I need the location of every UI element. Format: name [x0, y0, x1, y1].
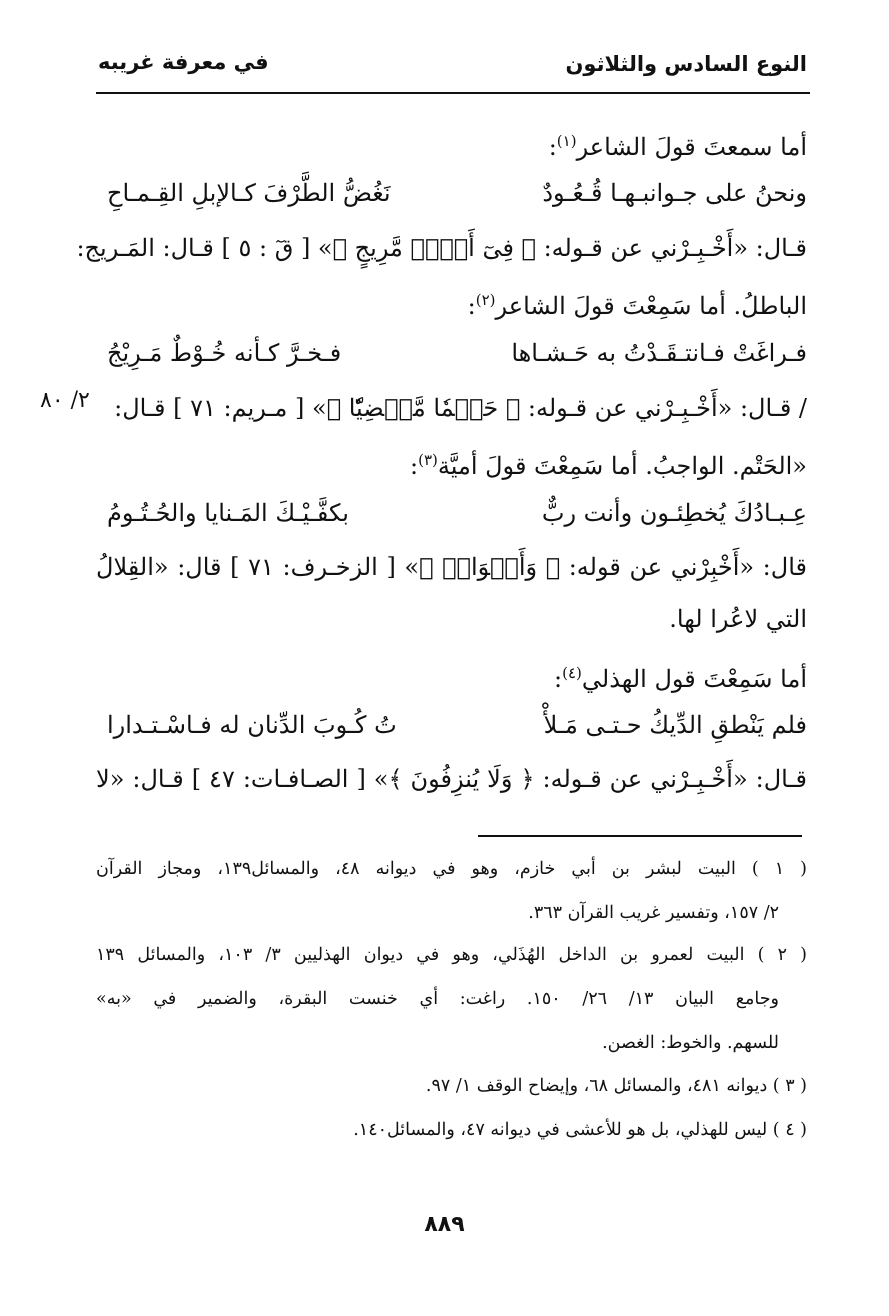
- line-punct: :: [554, 665, 563, 693]
- footnote-4: ( ٤ ) ليس للهذلي، بل هو للأعشى في ديوانه ٤٧، والمسائل١٤٠.: [353, 1120, 807, 1140]
- verse-hemistich-second: بكفَّـيْـكَ المَـنايا والحُـتُـومُ: [107, 499, 349, 527]
- verse-hemistich-second: تُ كُـوبَ الدِّنان له فـاسْـتـدارا: [107, 711, 397, 739]
- footnote-divider: [478, 835, 802, 837]
- page-number: ٨٨٩: [424, 1212, 465, 1237]
- verse-hemistich-first: فلم يَنْطقِ الدِّيكُ حـتـى مَـلأْ: [543, 711, 807, 739]
- verse-hemistich-first: ونحنُ على جـوانبـهـا قُـعُـودٌ: [542, 179, 807, 207]
- footnote-2-line-3: للسهم. والخوط: الغصن.: [602, 1033, 779, 1053]
- verse-hemistich-first: عِـبـادُكَ يُخطِئـون وأنت ربٌّ: [541, 499, 807, 527]
- footnote-marker-2: (٢): [475, 291, 496, 309]
- verse-hemistich-second: نَغُضُّ الطَّرْفَ كـالإبلِ القِـمـاحِ: [107, 179, 391, 207]
- section-title: في معرفة غريبه: [98, 50, 269, 74]
- footnote-1-line-1: ( ١ ) البيت لبشر بن أبي خازم، وهو في ديوانه ٤٨، والمسائل١٣٩، ومجاز القرآن: [96, 859, 808, 879]
- text-line-9: قال: «أَخْبِرْني عن قوله: ﴿ وَأَكۡوَابٖ ﴾» [ الزخـرف: ٧١ ] قال: «القِلالُ: [96, 553, 807, 581]
- text-line-13: قـال: «أَخْـبِـرْني عن قـوله: ﴿ وَلَا يُنزِفُونَ ﴾» [ الصـافـات: ٤٧ ] قـال: «لا: [96, 765, 807, 793]
- margin-page-reference: ٢/ ٨٠: [40, 388, 90, 413]
- line-punct: :: [548, 133, 557, 161]
- text-line-11: [554, 656, 807, 696]
- line-text: أما سمعتَ قولَ الشاعر: [576, 133, 807, 161]
- footnote-3: ( ٣ ) ديوانه ٤٨١، والمسائل ٦٨، وإيضاح الوقف ١/ ٩٧.: [425, 1076, 807, 1096]
- footnote-2-line-2: وجامع البيان ١٣/ ٢٦/ ١٥٠. راغت: أي خنست البقرة، والضمير في «به»: [96, 989, 779, 1009]
- verse-2: [107, 336, 807, 370]
- header-divider: [96, 92, 810, 94]
- text-line-10: التي لاعُرا لها.: [669, 605, 807, 633]
- line-punct: :: [467, 292, 476, 320]
- text-line-6: / قـال: «أَخْـبِـرْني عن قـوله: ﴿ حَتۡمٗا مَّقۡضِيّٗا ﴾» [ مـريم: ٧١ ] قـال:: [114, 394, 807, 422]
- footnote-marker-3: (٣): [418, 451, 438, 469]
- text-line-7: [410, 443, 807, 483]
- text-line-1: [549, 124, 807, 164]
- text-line-4: [468, 283, 807, 323]
- chapter-title: النوع السادس والثلاثون: [565, 52, 807, 76]
- line-text: الباطلُ. أما سَمِعْتَ قولَ الشاعر: [495, 292, 807, 320]
- footnote-2-line-1: ( ٢ ) البيت لعمرو بن الداخل الهُذَلي، وهو في ديوان الهذليين ٣/ ١٠٣، والمسائل ١٣٩: [96, 945, 808, 965]
- verse-hemistich-second: فـخـرَّ كـأنه خُـوْطٌ مَـرِيْجُ: [107, 339, 342, 367]
- verse-3: [107, 496, 807, 530]
- footnote-1-line-2: ٢/ ١٥٧، وتفسير غريب القرآن ٣٦٣.: [528, 903, 779, 923]
- verse-1: [107, 176, 807, 210]
- footnote-marker-4: (٤): [562, 664, 582, 682]
- line-text: «الحَتْم. الواجبُ. أما سَمِعْتَ قولَ أميَّة: [437, 452, 807, 480]
- line-punct: :: [409, 452, 419, 480]
- footnote-marker-1: (١): [556, 132, 577, 150]
- verse-4: [107, 708, 807, 742]
- line-text: أما سَمِعْتَ قول الهذلي: [581, 665, 807, 693]
- verse-hemistich-first: فـراغَتْ فـانتـقَـدْتُ به حَـشـاها: [511, 339, 807, 367]
- text-line-3: قـال: «أَخْـبِـرْني عن قـوله: ﴿ فِىٓ أَمۡرٖ مَّرِيجٍ ﴾» [ قٓ : ٥ ] قـال: المَـريج:: [76, 234, 807, 262]
